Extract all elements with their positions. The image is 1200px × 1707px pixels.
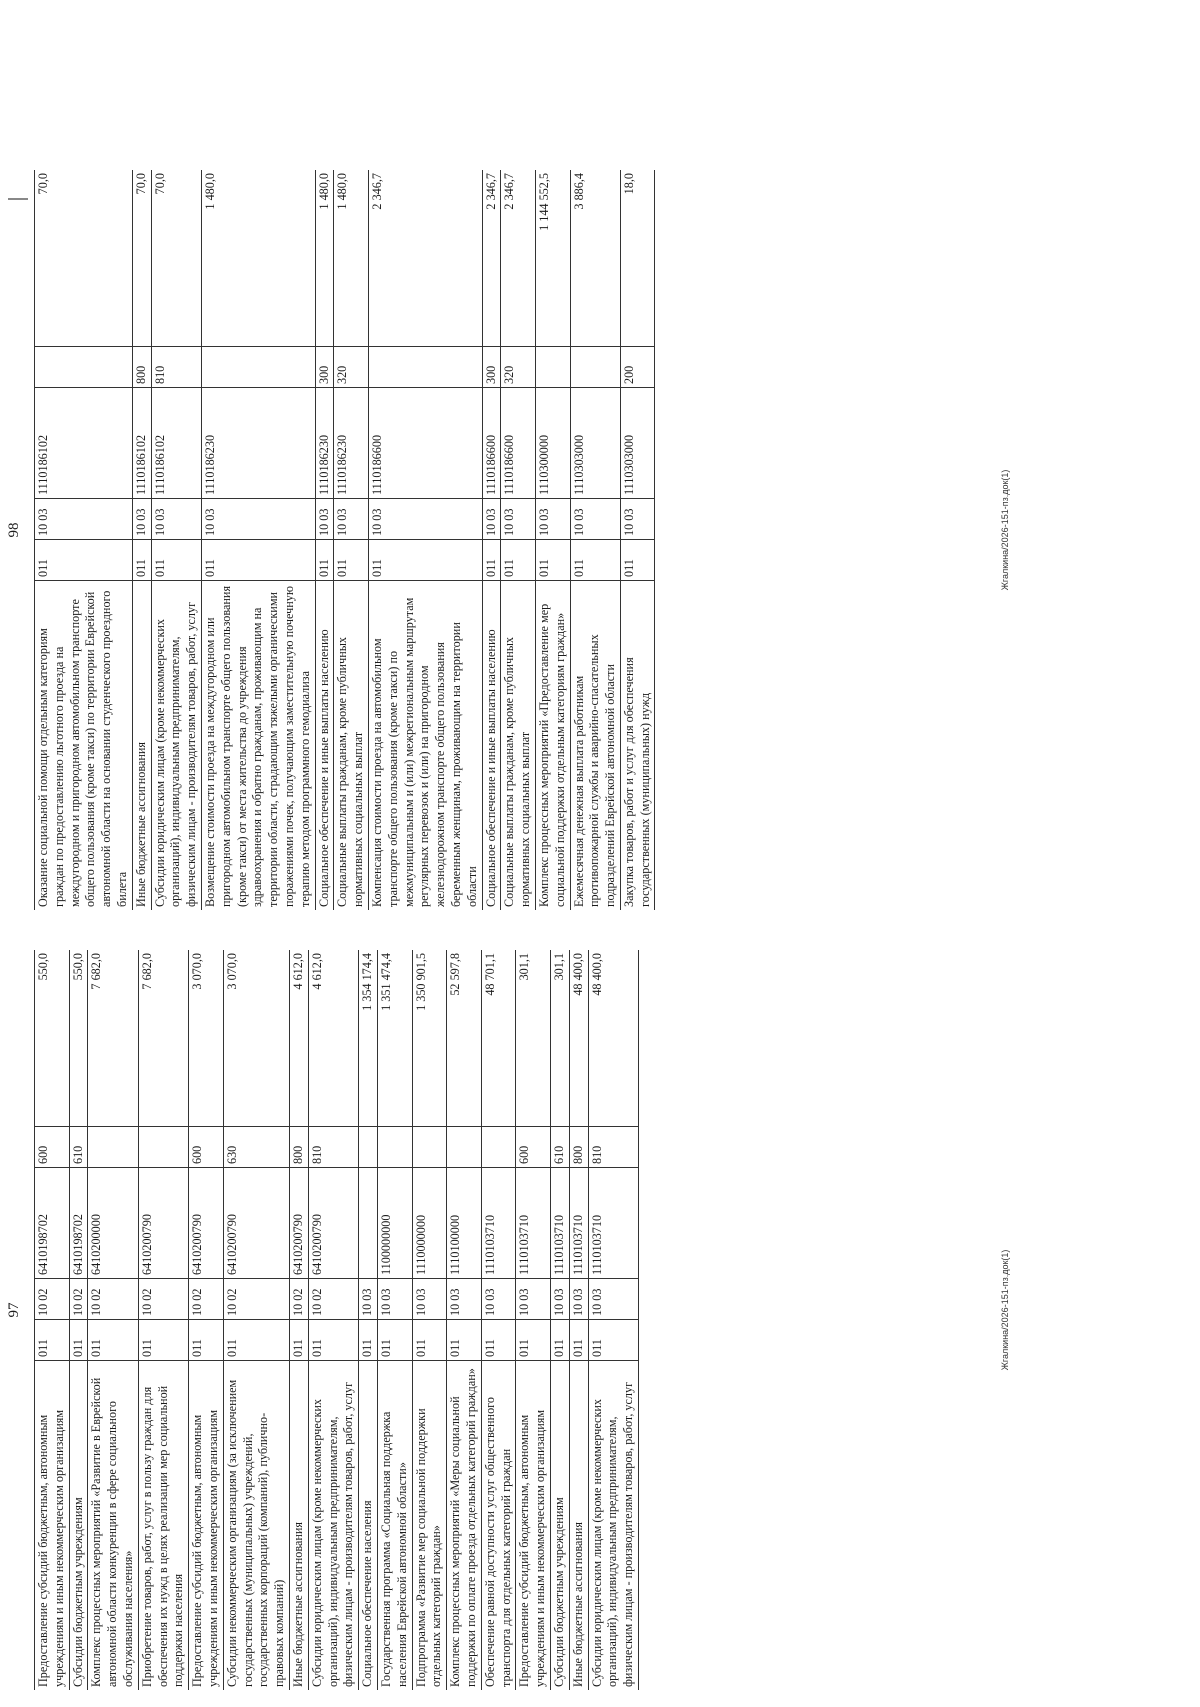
ministry-code: 011 xyxy=(377,1320,412,1361)
sum-value: 48 701,1 xyxy=(481,950,516,1127)
row-name: Комплекс процессных мероприятий «Развитие в Еврейской автономной области конкуренции в сфере социального обслуживания населения» xyxy=(88,1361,138,1691)
budget-table xyxy=(34,950,639,1690)
page-footer: Жгалкина/2026-151-пз.док(1) xyxy=(1000,1249,1010,1371)
ministry-code: 011 xyxy=(570,540,620,581)
expense-type xyxy=(535,347,570,388)
sum-value: 3 070,0 xyxy=(189,950,224,1127)
sum-value: 1 480,0 xyxy=(201,170,315,347)
section-code: 10 03 xyxy=(315,499,334,540)
table-row xyxy=(69,950,88,1690)
row-name: Иные бюджетные ассигнования xyxy=(569,1361,588,1691)
section-code: 10 02 xyxy=(189,1279,224,1320)
target-article: 1110186600 xyxy=(482,388,501,499)
expense-type xyxy=(570,347,620,388)
section-code: 10 03 xyxy=(535,499,570,540)
table-row xyxy=(315,170,334,910)
row-name: Социальное обеспечение и иные выплаты населению xyxy=(315,581,334,911)
ministry-code: 011 xyxy=(368,540,482,581)
ministry-code: 011 xyxy=(550,1320,569,1361)
expense-type: 630 xyxy=(223,1127,289,1168)
section-code: 10 03 xyxy=(447,1279,482,1320)
ministry-code: 011 xyxy=(88,1320,138,1361)
target-article: 1110186600 xyxy=(368,388,482,499)
ministry-code: 011 xyxy=(315,540,334,581)
table-row xyxy=(620,170,655,910)
row-name: Компенсация стоимости проезда на автомобильном транспорте общего пользования (кроме такси) по межмуниципальным и (или) межрегиональным маршрутам регулярных перевозок и (или) на пригородном железнодорожном транспорте общего пользования беременным женщинам, проживающим на территории области xyxy=(368,581,482,911)
section-code: 10 03 xyxy=(35,499,133,540)
row-name: Оказание социальной помощи отдельным категориям граждан по предоставлению льготного проезда на междугородном и пригородном автомобильном транспорте общего пользования (кроме такси) по территории Еврейской автономной области на основании студенческого проездного билета xyxy=(35,581,133,911)
target-article: 6410200790 xyxy=(223,1168,289,1279)
target-article: 1110186230 xyxy=(334,388,369,499)
ministry-code: 011 xyxy=(447,1320,482,1361)
row-name: Обеспечение равной доступности услуг общественного транспорта для отдельных категорий граждан xyxy=(481,1361,516,1691)
row-name: Иные бюджетные ассигнования xyxy=(132,581,151,911)
expense-type xyxy=(447,1127,482,1168)
sum-value: 1 351 474,4 xyxy=(377,950,412,1127)
target-article: 1110103710 xyxy=(569,1168,588,1279)
sum-value: 70,0 xyxy=(35,170,133,347)
target-article: 6410198702 xyxy=(69,1168,88,1279)
sum-value: 48 400,0 xyxy=(569,950,588,1127)
section-code: 10 02 xyxy=(308,1279,358,1320)
expense-type xyxy=(481,1127,516,1168)
sum-value: 70,0 xyxy=(132,170,151,347)
section-code: 10 03 xyxy=(201,499,315,540)
expense-type: 810 xyxy=(588,1127,638,1168)
target-article: 1110100000 xyxy=(447,1168,482,1279)
ministry-code: 011 xyxy=(223,1320,289,1361)
table-row xyxy=(516,950,551,1690)
target-article: 6410200790 xyxy=(289,1168,308,1279)
row-name: Субсидии бюджетным учреждениям xyxy=(550,1361,569,1691)
sum-value: 7 682,0 xyxy=(88,950,138,1127)
table-row xyxy=(189,950,224,1690)
target-article: 1110000000 xyxy=(412,1168,447,1279)
budget-table xyxy=(34,170,655,910)
ministry-code: 011 xyxy=(132,540,151,581)
expense-type: 320 xyxy=(334,347,369,388)
table-row xyxy=(368,170,482,910)
table-row xyxy=(447,950,482,1690)
row-name: Субсидии юридическим лицам (кроме некоммерческих организаций), индивидуальным предпринимателям, физическим лицам - производителям товаров, работ, услуг xyxy=(308,1361,358,1691)
sum-value: 4 612,0 xyxy=(289,950,308,1127)
sum-value: 1 480,0 xyxy=(334,170,369,347)
ministry-code: 011 xyxy=(189,1320,224,1361)
sum-value: 301,1 xyxy=(550,950,569,1127)
sum-value: 2 346,7 xyxy=(368,170,482,347)
section-code: 10 03 xyxy=(481,1279,516,1320)
ministry-code: 011 xyxy=(588,1320,638,1361)
row-name: Социальные выплаты гражданам, кроме публичных нормативных социальных выплат xyxy=(501,581,536,911)
sum-value: 1 350 901,5 xyxy=(412,950,447,1127)
sum-value: 1 144 552,5 xyxy=(535,170,570,347)
ministry-code: 011 xyxy=(569,1320,588,1361)
expense-type xyxy=(377,1127,412,1168)
ministry-code: 011 xyxy=(138,1320,188,1361)
expense-type: 800 xyxy=(289,1127,308,1168)
target-article xyxy=(359,1168,378,1279)
target-article: 6410200790 xyxy=(189,1168,224,1279)
row-name: Возмещение стоимости проезда на междугородном или пригородном автомобильном транспорте общего пользования (кроме такси) от места жительства до учреждения здравоохранения и обратно гражданам, проживающим на территории области, страдающим тяжелыми органическими поражениями почек, получающим заместительную почечную терапию методом программного гемодиализа xyxy=(201,581,315,911)
expense-type: 610 xyxy=(550,1127,569,1168)
sum-value: 1 354 174,4 xyxy=(359,950,378,1127)
section-code: 10 02 xyxy=(138,1279,188,1320)
section-code: 10 03 xyxy=(412,1279,447,1320)
table-row xyxy=(201,170,315,910)
ministry-code: 011 xyxy=(535,540,570,581)
expense-type: 800 xyxy=(569,1127,588,1168)
table-row xyxy=(132,170,151,910)
table-row xyxy=(569,950,588,1690)
table-row xyxy=(289,950,308,1690)
section-code: 10 03 xyxy=(132,499,151,540)
table-row xyxy=(223,950,289,1690)
ministry-code: 011 xyxy=(359,1320,378,1361)
page-97 xyxy=(0,930,1040,1690)
target-article: 1110103710 xyxy=(516,1168,551,1279)
target-article: 1110186102 xyxy=(132,388,151,499)
table-row xyxy=(334,170,369,910)
row-name: Иные бюджетные ассигнования xyxy=(289,1361,308,1691)
target-article: 1110186230 xyxy=(201,388,315,499)
ministry-code: 011 xyxy=(501,540,536,581)
table-row xyxy=(138,950,188,1690)
table-row xyxy=(412,950,447,1690)
rotated-spread xyxy=(0,170,1040,1690)
target-article: 6410200790 xyxy=(308,1168,358,1279)
target-article: 1110300000 xyxy=(535,388,570,499)
sum-value: 3 886,4 xyxy=(570,170,620,347)
page-number: 98 xyxy=(6,522,22,538)
section-code: 10 03 xyxy=(588,1279,638,1320)
row-name: Комплекс процессных мероприятий «Предоставление мер социальной поддержки отдельным категориям граждан» xyxy=(535,581,570,911)
row-name: Государственная программа «Социальная поддержка населения Еврейской автономной области» xyxy=(377,1361,412,1691)
table-row xyxy=(482,170,501,910)
expense-type: 600 xyxy=(189,1127,224,1168)
target-article: 1110303000 xyxy=(570,388,620,499)
table-row xyxy=(308,950,358,1690)
section-code: 10 03 xyxy=(501,499,536,540)
sum-value: 52 597,8 xyxy=(447,950,482,1127)
section-code: 10 03 xyxy=(570,499,620,540)
sum-value: 48 400,0 xyxy=(588,950,638,1127)
section-code: 10 02 xyxy=(289,1279,308,1320)
section-code: 10 03 xyxy=(368,499,482,540)
target-article: 6410200000 xyxy=(88,1168,138,1279)
ministry-code: 011 xyxy=(482,540,501,581)
table-row xyxy=(570,170,620,910)
ministry-code: 011 xyxy=(35,1320,70,1361)
expense-type xyxy=(88,1127,138,1168)
table-row xyxy=(35,170,133,910)
table-row xyxy=(588,950,638,1690)
sum-value: 4 612,0 xyxy=(308,950,358,1127)
expense-type xyxy=(412,1127,447,1168)
table-row xyxy=(481,950,516,1690)
sum-value: 301,1 xyxy=(516,950,551,1127)
table-row xyxy=(501,170,536,910)
expense-type: 300 xyxy=(315,347,334,388)
target-article: 6410198702 xyxy=(35,1168,70,1279)
target-article: 1110103710 xyxy=(550,1168,569,1279)
sum-value: 1 480,0 xyxy=(315,170,334,347)
section-code: 10 03 xyxy=(377,1279,412,1320)
table-row xyxy=(151,170,201,910)
row-name: Предоставление субсидий бюджетным, автономным учреждениям и иным некоммерческим организациям xyxy=(35,1361,70,1691)
section-code: 10 02 xyxy=(35,1279,70,1320)
ministry-code: 011 xyxy=(35,540,133,581)
target-article: 1110186102 xyxy=(35,388,133,499)
expense-type: 300 xyxy=(482,347,501,388)
target-article: 1110303000 xyxy=(620,388,655,499)
section-code: 10 03 xyxy=(482,499,501,540)
table-row xyxy=(535,170,570,910)
section-code: 10 03 xyxy=(569,1279,588,1320)
row-name: Субсидии некоммерческим организациям (за исключением государственных (муниципальных) учреждений, государственных корпораций (компаний), публично-правовых компаний) xyxy=(223,1361,289,1691)
section-code: 10 02 xyxy=(223,1279,289,1320)
expense-type xyxy=(359,1127,378,1168)
sum-value: 18,0 xyxy=(620,170,655,347)
row-name: Закупка товаров, работ и услуг для обеспечения государственных (муниципальных) нужд xyxy=(620,581,655,911)
sum-value: 70,0 xyxy=(151,170,201,347)
target-article: 1110103710 xyxy=(588,1168,638,1279)
row-name: Социальное обеспечение населения xyxy=(359,1361,378,1691)
table-row xyxy=(359,950,378,1690)
section-code: 10 03 xyxy=(620,499,655,540)
expense-type xyxy=(35,347,133,388)
section-code: 10 03 xyxy=(516,1279,551,1320)
ministry-code: 011 xyxy=(151,540,201,581)
target-article: 1110103710 xyxy=(481,1168,516,1279)
row-name: Приобретение товаров, работ, услуг в пользу граждан для обеспечения их нужд в целях реализации мер социальной поддержки населения xyxy=(138,1361,188,1691)
sum-value: 2 346,7 xyxy=(501,170,536,347)
ministry-code: 011 xyxy=(620,540,655,581)
table-row xyxy=(550,950,569,1690)
table-row xyxy=(35,950,70,1690)
expense-type xyxy=(368,347,482,388)
expense-type xyxy=(201,347,315,388)
expense-type xyxy=(138,1127,188,1168)
expense-type: 600 xyxy=(35,1127,70,1168)
scan-edge-mark xyxy=(8,198,28,200)
row-name: Подпрограмма «Развитие мер социальной поддержки отдельных категорий граждан» xyxy=(412,1361,447,1691)
section-code: 10 03 xyxy=(550,1279,569,1320)
sum-value: 2 346,7 xyxy=(482,170,501,347)
row-name: Ежемесячная денежная выплата работникам противопожарной службы и аварийно-спасательных подразделений Еврейской автономной области xyxy=(570,581,620,911)
row-name: Субсидии юридическим лицам (кроме некоммерческих организаций), индивидуальным предпринимателям, физическим лицам - производителям товаров, работ, услуг xyxy=(151,581,201,911)
target-article: 6410200790 xyxy=(138,1168,188,1279)
row-name: Предоставление субсидий бюджетным, автономным учреждениям и иным некоммерческим организациям xyxy=(189,1361,224,1691)
target-article: 1110186102 xyxy=(151,388,201,499)
row-name: Комплекс процессных мероприятий «Меры социальной поддержки по оплате проезда отдельных категорий граждан» xyxy=(447,1361,482,1691)
expense-type: 610 xyxy=(69,1127,88,1168)
row-name: Социальное обеспечение и иные выплаты населению xyxy=(482,581,501,911)
target-article: 1110186230 xyxy=(315,388,334,499)
table-row xyxy=(377,950,412,1690)
sum-value: 3 070,0 xyxy=(223,950,289,1127)
ministry-code: 011 xyxy=(334,540,369,581)
row-name: Предоставление субсидий бюджетным, автономным учреждениям и иным некоммерческим организациям xyxy=(516,1361,551,1691)
expense-type: 600 xyxy=(516,1127,551,1168)
section-code: 10 03 xyxy=(334,499,369,540)
row-name: Субсидии юридическим лицам (кроме некоммерческих организаций), индивидуальным предпринимателям, физическим лицам - производителям товаров, работ, услуг xyxy=(588,1361,638,1691)
page-number: 97 xyxy=(6,1302,22,1318)
expense-type: 800 xyxy=(132,347,151,388)
section-code: 10 02 xyxy=(88,1279,138,1320)
sum-value: 7 682,0 xyxy=(138,950,188,1127)
expense-type: 810 xyxy=(151,347,201,388)
ministry-code: 011 xyxy=(289,1320,308,1361)
row-name: Социальные выплаты гражданам, кроме публичных нормативных социальных выплат xyxy=(334,581,369,911)
ministry-code: 011 xyxy=(481,1320,516,1361)
ministry-code: 011 xyxy=(308,1320,358,1361)
target-article: 1110186600 xyxy=(501,388,536,499)
sum-value: 550,0 xyxy=(69,950,88,1127)
section-code: 10 03 xyxy=(151,499,201,540)
ministry-code: 011 xyxy=(412,1320,447,1361)
sum-value: 550,0 xyxy=(35,950,70,1127)
ministry-code: 011 xyxy=(201,540,315,581)
expense-type: 320 xyxy=(501,347,536,388)
target-article: 1100000000 xyxy=(377,1168,412,1279)
expense-type: 200 xyxy=(620,347,655,388)
section-code: 10 02 xyxy=(69,1279,88,1320)
section-code: 10 03 xyxy=(359,1279,378,1320)
ministry-code: 011 xyxy=(516,1320,551,1361)
row-name: Субсидии бюджетным учреждениям xyxy=(69,1361,88,1691)
ministry-code: 011 xyxy=(69,1320,88,1361)
table-row xyxy=(88,950,138,1690)
page-98 xyxy=(0,150,1040,910)
expense-type: 810 xyxy=(308,1127,358,1168)
page-footer: Жгалкина/2026-151-пз.док(1) xyxy=(1000,469,1010,591)
